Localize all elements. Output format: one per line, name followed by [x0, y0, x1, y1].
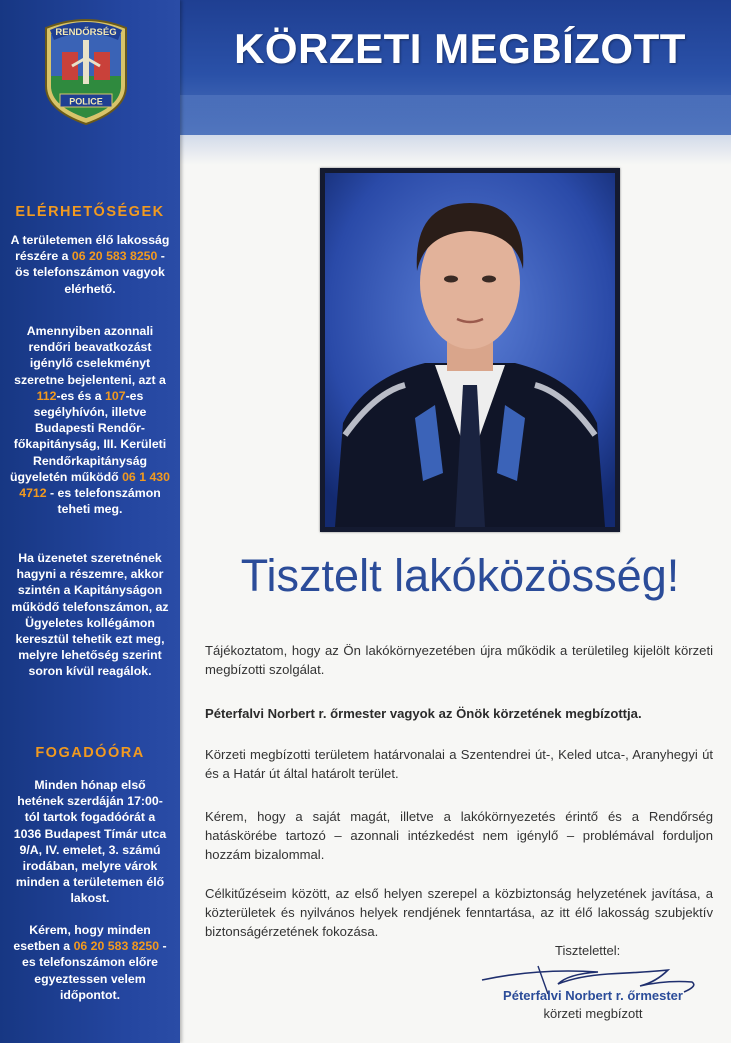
page-title: KÖRZETI MEGBÍZOTT [234, 25, 686, 72]
phone-number[interactable]: 06 20 583 8250 [71, 249, 158, 264]
duty-phone-number[interactable]: 06 1 430 4712 [19, 469, 170, 501]
phone-number[interactable]: 06 20 583 8250 [73, 939, 160, 954]
sidebar-paragraph-phone: A területemen élő lakosság részére a 06 20 583 8250 - ös telefonszámon vagyok elérhető. [10, 233, 170, 296]
paragraph-intro: Tájékoztatom, hogy az Ön lakókörnyezetében újra működik a területileg kijelölt körzeti megbízotti szolgálat. [205, 643, 713, 677]
sidebar-paragraph-message: Ha üzenetet szeretnének hagyni a részemre, akkor szintén a Kapitányságon működő telefonszámon, az Ügyeletes kollégámon keresztül tehetik ezt meg, melyre lehetőség szerint soron kívül reagálok. [11, 551, 169, 679]
paragraph-goals: Célkitűzéseim között, az első helyen szerepel a közbiztonság helyzetének javítása, a közterületek és nyilvános helyek rendjének fenntartása, az itt élő lakosság szubjektív biztonságérzetének fokozása. [205, 886, 713, 939]
paragraph-request: Kérem, hogy a saját magát, illetve a lakókörnyezetés érintő és a Rendőrség hatáskörébe tartozó – azonnali intézkedést nem igénylő – problémával forduljon hozzám bizalommal. [205, 809, 713, 862]
signer-name: Péterfalvi Norbert r. őrmester [503, 988, 683, 1003]
police-badge-icon [38, 14, 134, 126]
sidebar-paragraph-emergency: Amennyiben azonnali rendőri beavatkozást igénylő cselekményt szeretne bejelenteni, azt a 112-es és a 107-es segélyhívón, illetve Budapesti Rendőr-főkapitányság, III. Kerületi Rendőrkapitányság ügyeletén működő 06 1 430 4712 - es telefonszámon teheti meg. [10, 324, 170, 517]
svg-text:POLICE: POLICE [69, 96, 103, 107]
officer-portrait [320, 168, 620, 532]
paragraph-officer-name: Péterfalvi Norbert r. őrmester vagyok az Önök körzetének megbízottja. [205, 706, 642, 721]
emergency-number-112[interactable]: 112 [36, 388, 57, 403]
contacts-heading: ELÉRHETŐSÉGEK [15, 204, 165, 220]
sidebar-paragraph-office-hours: Minden hónap első hetének szerdáján 17:00-tól tartok fogadóórát a 1036 Budapest Tímár utca 9/A, IV. emelet, 3. számú irodában, melyre várok minden a területemen élő lakost. [13, 778, 167, 906]
greeting-heading: Tisztelt lakóközösség! [240, 550, 680, 601]
sidebar-paragraph-appointment: Kérem, hogy minden esetben a 06 20 583 8250 - es telefonszámon előre egyeztessen velem időpontot. [13, 923, 167, 1002]
signer-role: körzeti megbízott [543, 1006, 643, 1021]
emergency-number-107[interactable]: 107 [105, 388, 126, 403]
office-hours-heading: FOGADÓÓRA [35, 745, 145, 761]
paragraph-area: Körzeti megbízotti területem határvonalai a Szentendrei út-, Keled utca-, Aranyhegyi út és a Határ út által határolt terület. [205, 747, 713, 781]
sidebar [0, 0, 180, 1043]
closing-salutation: Tisztelettel: [555, 943, 621, 958]
header-fade [180, 95, 731, 165]
officer-portrait-image [325, 173, 615, 527]
svg-text:RENDŐRSÉG: RENDŐRSÉG [55, 27, 117, 38]
